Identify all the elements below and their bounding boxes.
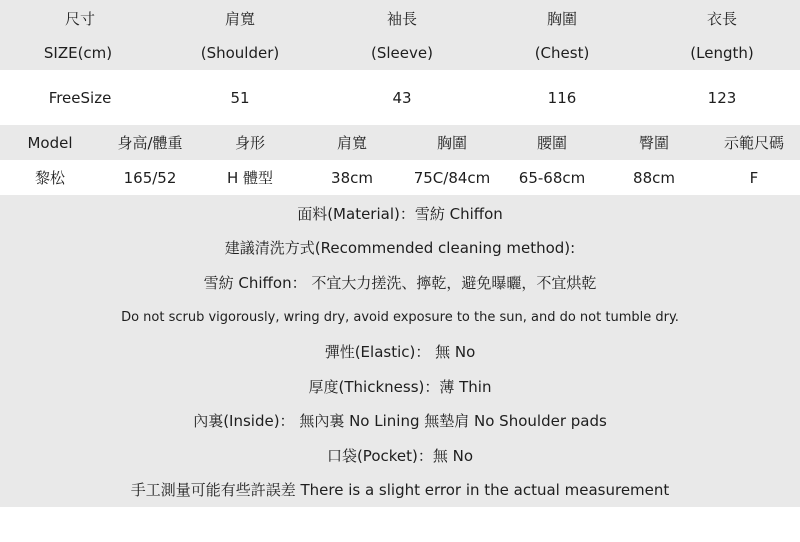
body-shape-value: H 體型 [226, 169, 274, 187]
height-weight-header: 身高/體重 [117, 134, 183, 152]
pocket-line: 口袋(Pocket)：無 No [326, 447, 474, 465]
sleeve-header-cn: 袖長 [386, 10, 418, 28]
chest-header-en: (Chest) [534, 44, 590, 62]
measurement-note: 手工測量可能有些許誤差 There is a slight error in the actual measurement [130, 481, 670, 499]
size-value: FreeSize [48, 89, 112, 107]
model-shoulder-value: 38cm [331, 169, 373, 187]
model-table-row [0, 160, 800, 195]
elastic-line: 彈性(Elastic)： 無 No [324, 343, 476, 361]
model-chest-value: 75C/84cm [413, 169, 491, 187]
cleaning-title: 建議清洗方式(Recommended cleaning method): [224, 239, 576, 257]
chest-header-cn: 胸圍 [546, 10, 578, 28]
shoulder-header-en: (Shoulder) [200, 44, 280, 62]
model-table-header [0, 125, 800, 160]
height-weight-value: 165/52 [123, 169, 177, 187]
fabric-care-info [0, 195, 800, 507]
cleaning-instructions-cn: 雪紡 Chiffon： 不宜大力搓洗、擰乾，避免曝曬，不宜烘乾 [203, 274, 597, 292]
shoulder-value: 51 [230, 89, 250, 107]
demo-size-value: F [749, 169, 759, 187]
demo-size-header: 示範尺碼 [723, 134, 785, 152]
thickness-line: 厚度(Thickness)：薄 Thin [308, 378, 492, 396]
model-header: Model [27, 134, 73, 152]
length-header-en: (Length) [690, 44, 754, 62]
waist-header: 腰圍 [536, 134, 568, 152]
size-header-cn: 尺寸 [64, 10, 96, 28]
material-line: 面料(Material)：雪紡 Chiffon [297, 205, 503, 223]
lining-line: 內裏(Inside)： 無內裏 No Lining 無墊肩 No Shoulder pads [193, 412, 607, 430]
size-table-row [0, 70, 800, 125]
size-table-header [0, 0, 800, 70]
length-value: 123 [707, 89, 737, 107]
cleaning-instructions-en: Do not scrub vigorously, wring dry, avoid exposure to the sun, and do not tumble dry. [121, 310, 679, 325]
shoulder-header-cn: 肩寬 [224, 10, 256, 28]
sleeve-header-en: (Sleeve) [371, 44, 433, 62]
body-shape-header: 身形 [234, 134, 266, 152]
model-chest-header: 胸圍 [436, 134, 468, 152]
model-name: 黎松 [34, 169, 66, 187]
length-header-cn: 衣長 [706, 10, 738, 28]
waist-value: 65-68cm [518, 169, 586, 187]
model-shoulder-header: 肩寬 [336, 134, 368, 152]
chest-value: 116 [547, 89, 577, 107]
sleeve-value: 43 [392, 89, 412, 107]
hip-header: 臀圍 [638, 134, 670, 152]
hip-value: 88cm [633, 169, 675, 187]
size-header-en: SIZE(cm) [43, 44, 113, 62]
